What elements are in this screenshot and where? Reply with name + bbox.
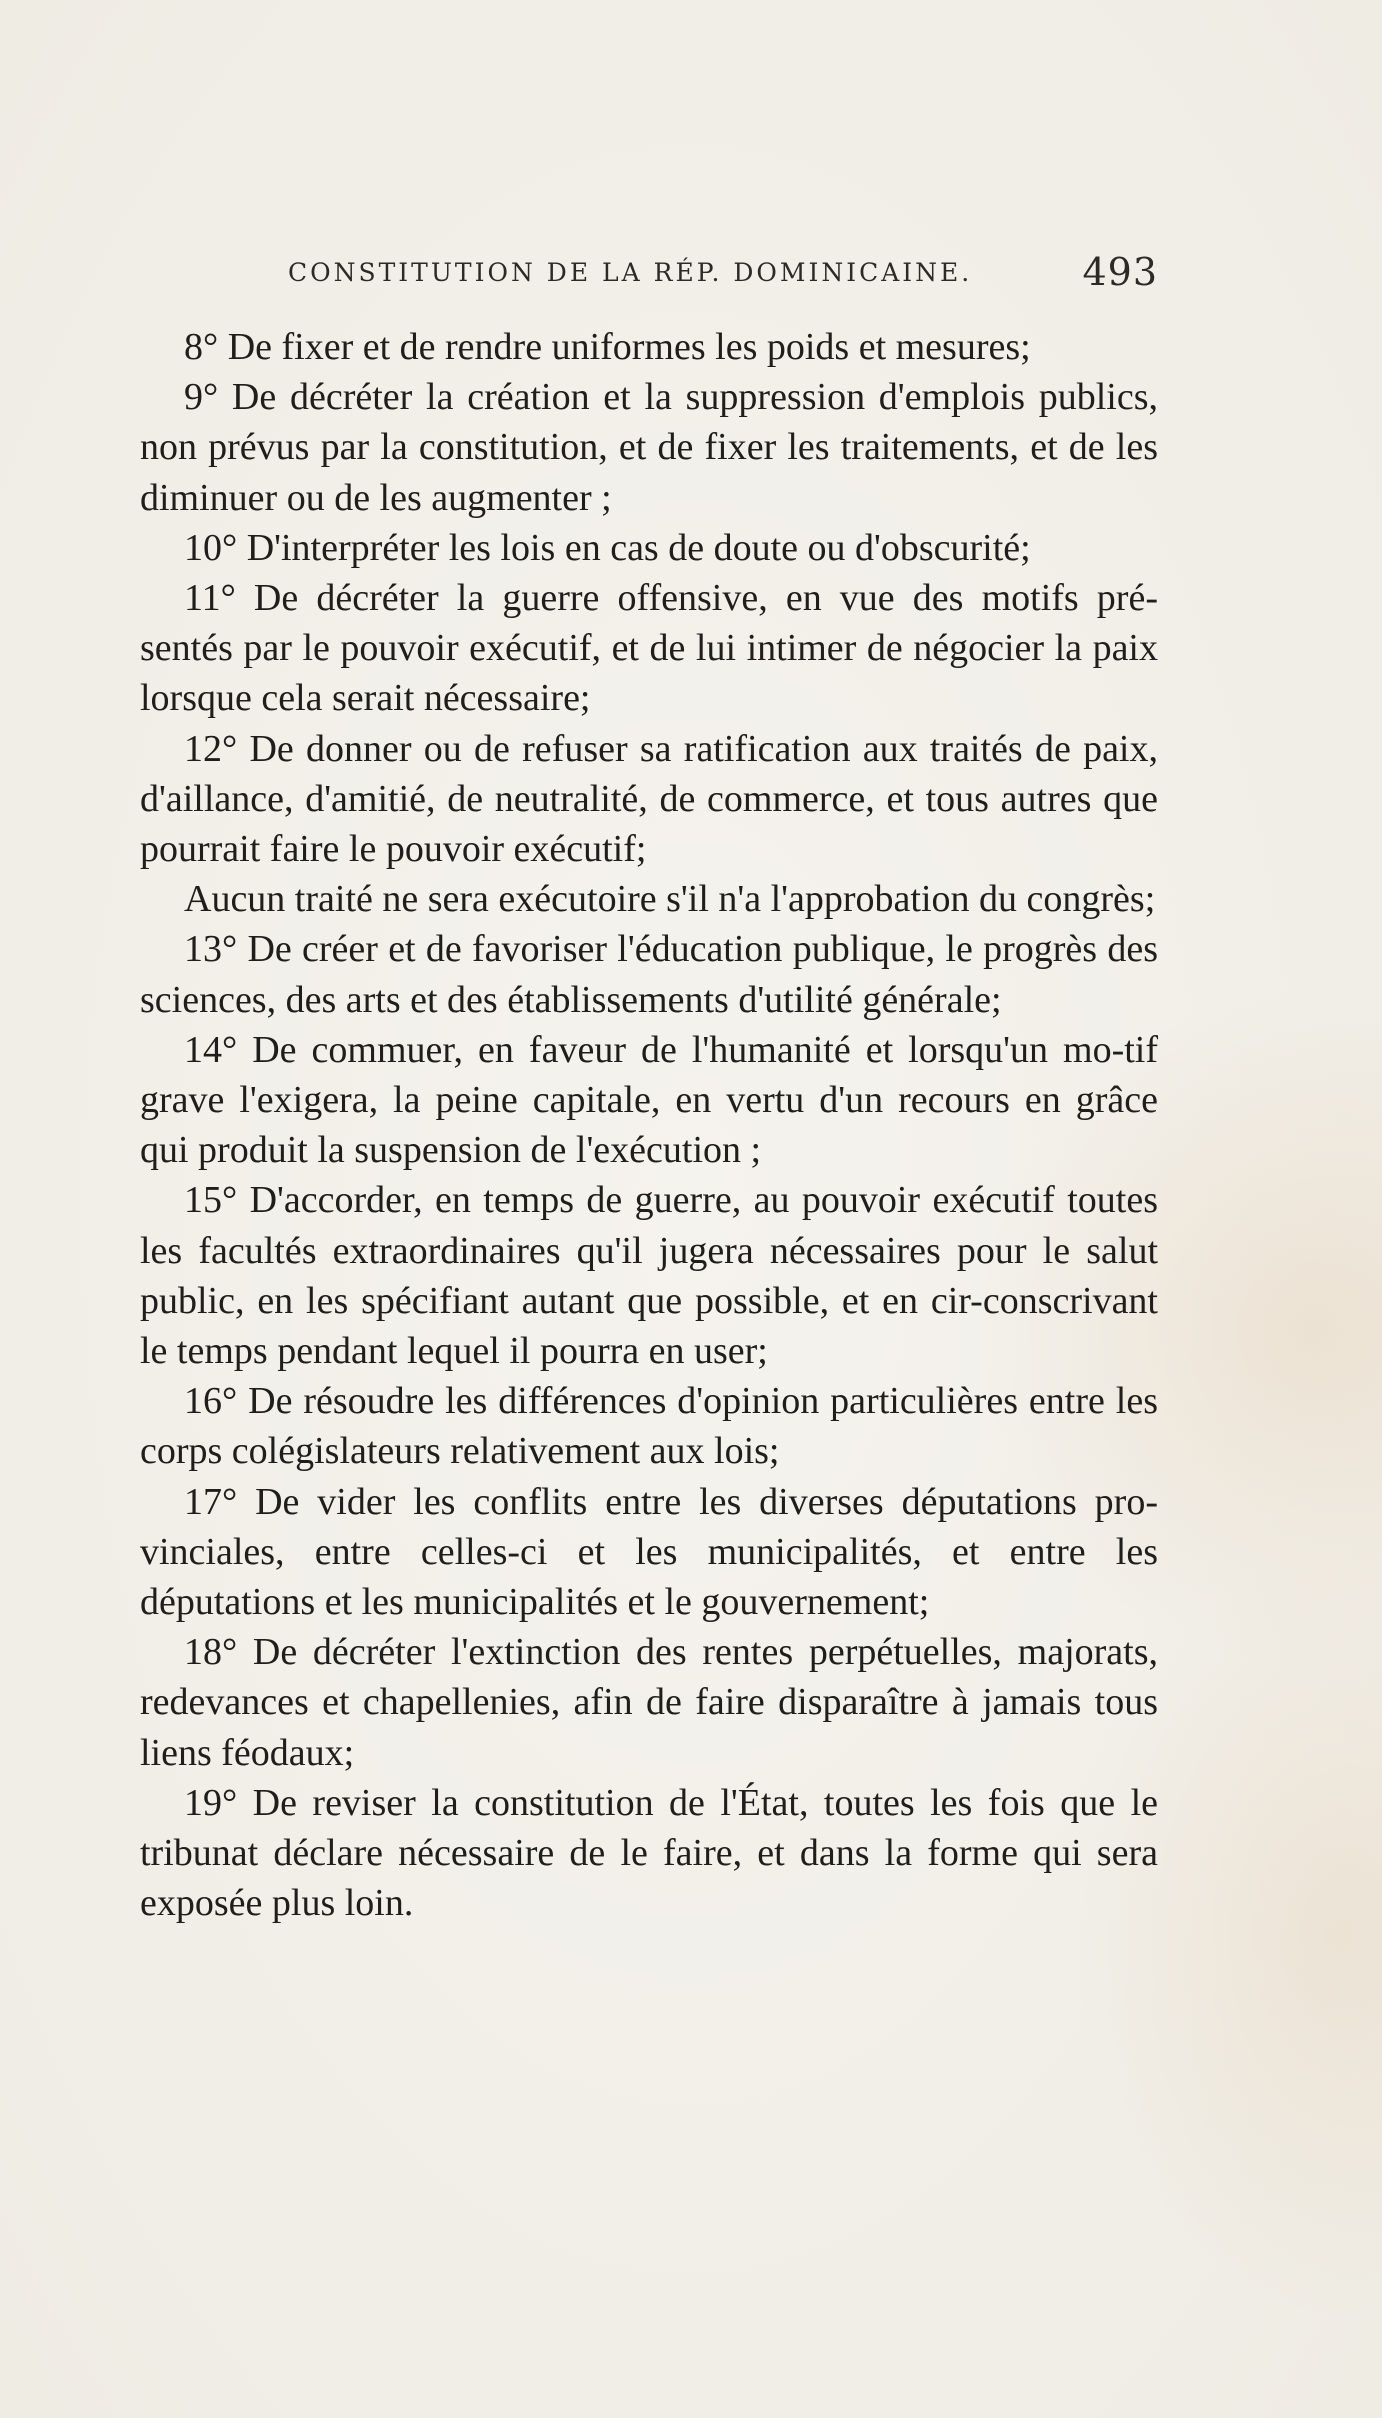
paragraph-item-11: 11° De décréter la guerre offensive, en vue des motifs pré-sentés par le pouvoir exécutif, et de lui intimer de négocier la paix lorsque cela serait nécessaire; [140, 577, 1158, 720]
page-number: 493 [1082, 250, 1158, 294]
paragraph-item-12: 12° De donner ou de refuser sa ratification aux traités de paix, d'aillance, d'amitié, de neutralité, de commerce, et tous autres que pourrait faire le pouvoir exécutif; [140, 727, 1158, 871]
paragraph-treaty-note: Aucun traité ne sera exécutoire s'il n'a l'approbation du congrès; [184, 878, 1156, 921]
running-title: CONSTITUTION DE LA RÉP. DOMINICAINE. [288, 258, 973, 287]
paragraph-item-8: 8° De fixer et de rendre uniformes les poids et mesures; [184, 326, 1031, 368]
paragraph-item-17: 17° De vider les conflits entre les diverses députations pro-vinciales, entre celles-ci et les municipalités, et entre les députations et les municipalités et le gouvernement; [140, 1480, 1158, 1624]
paragraph-item-19: 19° De reviser la constitution de l'État, toutes les fois que le tribunat déclare nécessaire de le faire, et dans la forme qui sera exposée plus loin. [140, 1781, 1158, 1925]
body-text [140, 322, 1158, 1929]
page-header [288, 250, 1158, 310]
paragraph-item-10: 10° D'interpréter les lois en cas de doute ou d'obscurité; [184, 526, 1031, 569]
paragraph-item-18: 18° De décréter l'extinction des rentes perpétuelles, majorats, redevances et chapellenies, afin de faire disparaître à jamais tous liens féodaux; [140, 1631, 1158, 1774]
paragraph-item-15: 15° D'accorder, en temps de guerre, au pouvoir exécutif toutes les facultés extraordinaires qu'il jugera nécessaires pour le salut public, en les spécifiant autant que possible, et en cir-conscrivant le temps pendant lequel il pourra en user; [140, 1179, 1158, 1373]
paragraph-item-9: 9° De décréter la création et la suppression d'emplois publics, non prévus par la constitution, et de fixer les traitements, et de les diminuer ou de les augmenter ; [140, 376, 1158, 519]
paragraph-item-16: 16° De résoudre les différences d'opinion particulières entre les corps colégislateurs relativement aux lois; [140, 1380, 1158, 1473]
paragraph-item-13: 13° De créer et de favoriser l'éducation publique, le progrès des sciences, des arts et des établissements d'utilité générale; [140, 928, 1158, 1021]
paragraph-item-14: 14° De commuer, en faveur de l'humanité et lorsqu'un mo-tif grave l'exigera, la peine capitale, en vertu d'un recours en grâce qui produit la suspension de l'exécution ; [140, 1028, 1158, 1172]
